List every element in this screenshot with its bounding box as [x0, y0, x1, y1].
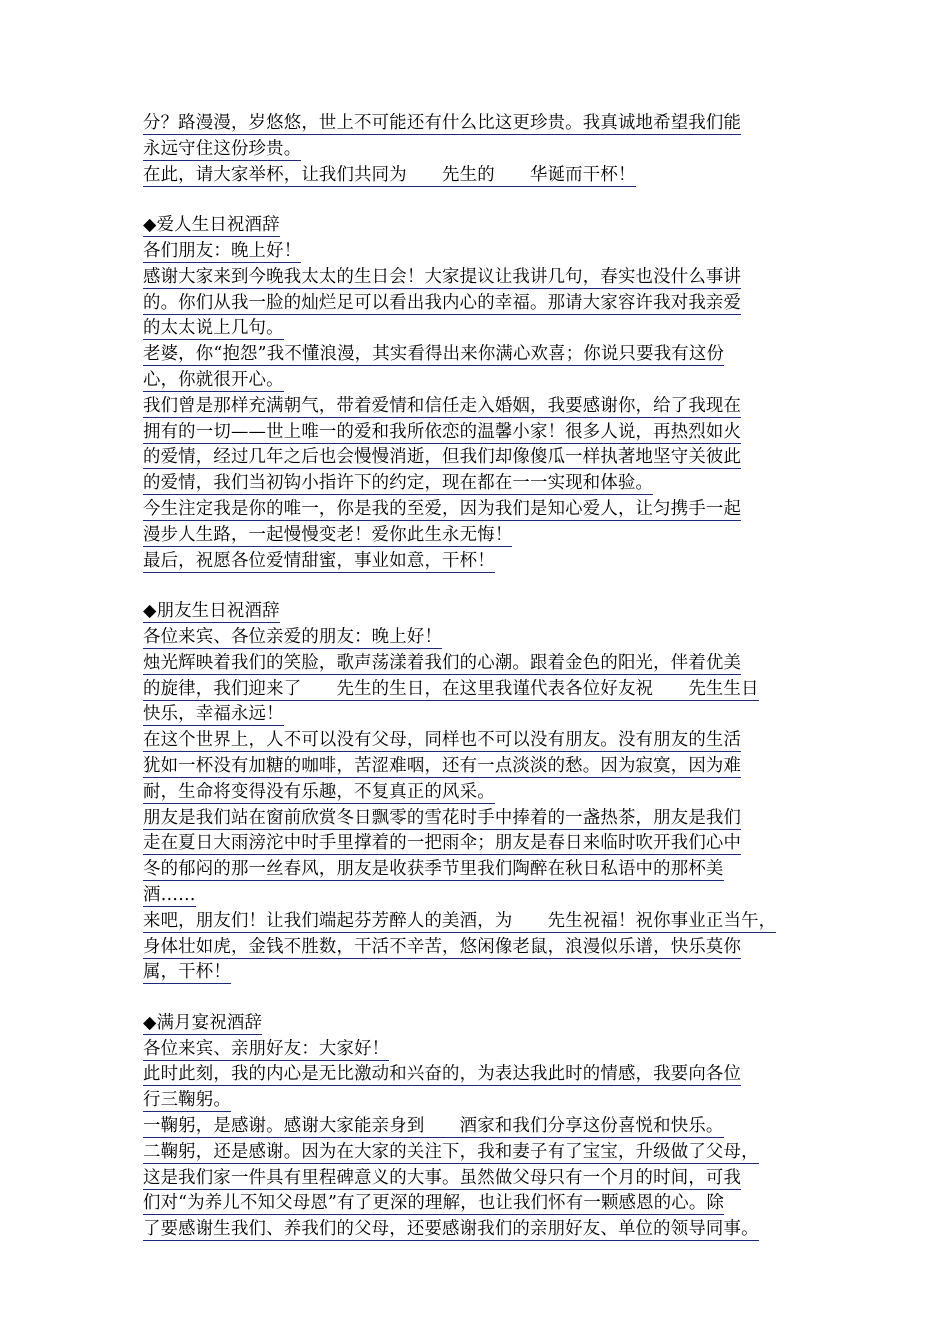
text-line: 心，你就很开心。 [143, 369, 284, 390]
intro-block [143, 113, 813, 187]
text-line: 耐，生命将变得没有乐趣，不复真正的风采。 [143, 781, 495, 802]
section-fullmoon-toast [143, 1013, 813, 1241]
text-line: 走在夏日大雨滂沱中时手里撑着的一把雨伞；朋友是春日来临时吹开我们心中 [143, 833, 742, 854]
text-line: 冬的郁闷的那一丝春风，朋友是收获季节里我们陶醉在秋日私语中的那杯美 [143, 859, 724, 880]
section-title: ◆满月宴祝酒辞 [143, 1012, 263, 1033]
text-line: 烛光辉映着我们的笑脸，歌声荡漾着我们的心潮。跟着金色的阳光，伴着优美 [143, 652, 742, 673]
section-gap [143, 988, 813, 1013]
text-line: 属，干杯！ [143, 962, 231, 983]
text-line: 一鞠躬，是感谢。感谢大家能亲身到 酒家和我们分享这份喜悦和快乐。 [143, 1116, 724, 1137]
text-line: 漫步人生路，一起慢慢变老！爱你此生永无悔！ [143, 524, 513, 545]
text-line: 最后，祝愿各位爱情甜蜜，事业如意，干杯！ [143, 550, 495, 571]
text-line: 行三鞠躬。 [143, 1090, 231, 1111]
text-line: 的旋律，我们迎来了 先生的生日，在这里我谨代表各位好友祝 先生生日 [143, 678, 759, 699]
section-gap [143, 190, 813, 215]
text-line: 在这个世界上，人不可以没有父母，同样也不可以没有朋友。没有朋友的生活 [143, 730, 742, 751]
text-line: 们对“为养儿不知父母恩”有了更深的理解，也让我们怀有一颗感恩的心。除 [143, 1193, 725, 1214]
text-line: 各位来宾、各位亲爱的朋友：晚上好！ [143, 626, 443, 647]
text-line: 永远守住这份珍贵。 [143, 138, 302, 159]
text-line: 这是我们家一件具有里程碑意义的大事。虽然做父母只有一个月的时间，可我 [143, 1167, 742, 1188]
text-line: 拥有的一切——世上唯一的爱和我所依恋的温馨小家！很多人说，再热烈如火 [143, 421, 742, 442]
text-line: 的太太说上几句。 [143, 318, 284, 339]
text-line: 此时此刻，我的内心是无比激动和兴奋的，为表达我此时的情感，我要向各位 [143, 1064, 742, 1085]
text-line: 的爱情，我们当初钩小指许下的约定，现在都在一一实现和体验。 [143, 473, 654, 494]
text-line: 感谢大家来到今晚我太太的生日会！大家提议让我讲几句，春实也没什么事讲 [143, 266, 742, 287]
section-title: ◆朋友生日祝酒辞 [143, 601, 280, 622]
text-line: 的爱情，经过几年之后也会慢慢消逝，但我们却像傻瓜一样执著地坚守关彼此 [143, 447, 742, 468]
text-line: 朋友是我们站在窗前欣赏冬日飘零的雪花时手中捧着的一盏热茶，朋友是我们 [143, 807, 742, 828]
section-lover-toast [143, 215, 813, 572]
text-line: 快乐，幸福永远！ [143, 704, 284, 725]
text-line: 身体壮如虎，金钱不胜数，干活不辛苦，悠闲像老鼠，浪漫似乐谱，快乐莫你 [143, 936, 742, 957]
document-body [143, 113, 813, 1245]
text-line: 犹如一杯没有加糖的咖啡，苦涩难咽，还有一点淡淡的愁。因为寂寞，因为难 [143, 755, 742, 776]
text-line: 二鞠躬，还是感谢。因为在大家的关注下，我和妻子有了宝宝，升级做了父母， [143, 1141, 759, 1162]
text-line: 各位来宾、亲朋好友：大家好！ [143, 1038, 390, 1059]
text-line: 老婆，你“抱怨”我不懂浪漫，其实看得出来你满心欢喜；你说只要我有这份 [143, 344, 725, 365]
section-gap [143, 576, 813, 601]
text-line: 各们朋友：晚上好！ [143, 240, 302, 261]
text-line: 了要感谢生我们、养我们的父母，还要感谢我们的亲朋好友、单位的领导同事。 [143, 1219, 759, 1240]
text-line: 今生注定我是你的唯一，你是我的至爱，因为我们是知心爱人，让匀携手一起 [143, 498, 742, 519]
text-line: 在此，请大家举杯，让我们共同为 先生的 华诞而干杯！ [143, 164, 636, 185]
section-title: ◆爱人生日祝酒辞 [143, 215, 280, 236]
section-friend-toast [143, 601, 813, 984]
text-line: 分？路漫漫，岁悠悠，世上不可能还有什么比这更珍贵。我真诚地希望我们能 [143, 113, 742, 133]
text-line: 酒…… [143, 884, 196, 905]
text-line: 我们曾是那样充满朝气，带着爱情和信任走入婚姻，我要感谢你，给了我现在 [143, 395, 742, 416]
text-line: 来吧，朋友们！让我们端起芬芳醉人的美酒，为 先生祝福！祝你事业正当午， [143, 910, 777, 931]
text-line: 的。你们从我一脸的灿烂足可以看出我内心的幸福。那请大家容许我对我亲爱 [143, 292, 742, 313]
